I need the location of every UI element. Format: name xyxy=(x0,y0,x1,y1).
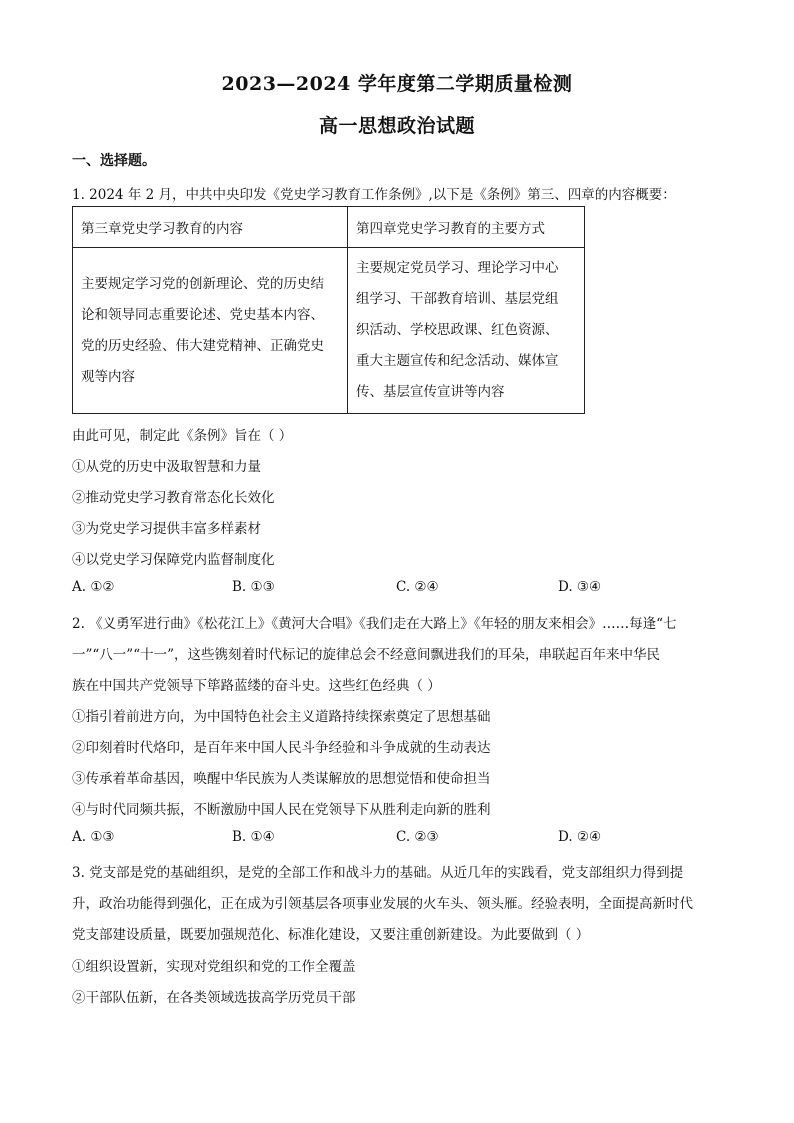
table-cell-chapter4 xyxy=(348,248,585,414)
exam-subtitle: 高一思想政治试题 xyxy=(318,115,475,137)
q2-statement: ③传承着革命基因，唤醒中华民族为人类谋解放的思想觉悟和使命担当 xyxy=(72,771,491,787)
table-cell-line: 论和领导同志重要论述、党史基本内容、 xyxy=(81,306,324,323)
q2-statement: ④与时代同频共振，不断激励中国人民在党领导下从胜利走向新的胜利 xyxy=(72,802,491,818)
q1-statement: ④以党史学习保障党内监督制度化 xyxy=(72,552,275,568)
q1-content-table xyxy=(72,206,585,414)
table-header-chapter4: 第四章党史学习教育的主要方式 xyxy=(348,207,585,248)
q2-stem-line: 一”“八一”“十一”，这些镌刻着时代标记的旋律总会不经意间飘进我们的耳朵，串联起百年来中华民 xyxy=(72,647,661,663)
q1-option-d: D. ③④ xyxy=(558,579,602,595)
q1-statement: ①从党的历史中汲取智慧和力量 xyxy=(72,459,261,475)
q2-statement: ①指引着前进方向，为中国特色社会主义道路持续探索奠定了思想基础 xyxy=(72,709,491,725)
q3-stem-line: 升，政治功能得到强化，正在成为引领基层各项事业发展的火车头、领头雁。经验表明，全面提高新时代 xyxy=(72,896,693,912)
exam-title: 2023—2024 学年度第二学期质量检测 xyxy=(221,73,573,95)
q2-option-c: C. ②③ xyxy=(396,829,439,845)
q1-option-a: A. ①② xyxy=(72,579,115,595)
table-cell-line: 传、基层宣传宣讲等内容 xyxy=(356,384,505,400)
q2-option-a: A. ①③ xyxy=(72,829,115,845)
table-cell-line: 重大主题宣传和纪念活动、媒体宣 xyxy=(356,353,559,369)
q3-stem-line: 党支部建设质量，既要加强规范化、标准化建设，又要注重创新建设。为此要做到（ ） xyxy=(72,927,590,943)
q2-option-d: D. ②④ xyxy=(558,829,602,845)
table-cell-line: 织活动、学校思政课、红色资源、 xyxy=(356,322,559,338)
q1-option-c: C. ②④ xyxy=(396,579,439,595)
q2-stem-line: 2. 《义勇军进行曲》《松花江上》《黄河大合唱》《我们走在大路上》《年轻的朋友来相会》……每逢“七 xyxy=(72,616,677,632)
table-cell-line: 主要规定学习党的创新理论、党的历史结 xyxy=(81,275,324,292)
q1-statement: ③为党史学习提供丰富多样素材 xyxy=(72,521,261,537)
q1-statement: ②推动党史学习教育常态化长效化 xyxy=(72,490,275,506)
section-heading: 一、选择题。 xyxy=(72,153,156,169)
table-cell-line: 观等内容 xyxy=(81,368,135,385)
q1-option-b: B. ①③ xyxy=(232,579,275,595)
table-cell-line: 党的历史经验、伟大建党精神、正确党史 xyxy=(81,337,324,354)
q3-stem-line: 3. 党支部是党的基础组织，是党的全部工作和战斗力的基础。从近几年的实践看，党支部组织力得到提 xyxy=(72,865,684,881)
table-cell-line: 主要规定党员学习、理论学习中心 xyxy=(356,260,559,276)
q1-stem: 1. 2024 年 2 月，中共中央印发《党史学习教育工作条例》,以下是《条例》第三、四章的内容概要： xyxy=(72,187,676,203)
table-cell-chapter3 xyxy=(73,248,348,414)
q2-stem-line: 族在中国共产党领导下筚路蓝缕的奋斗史。这些红色经典（ ） xyxy=(72,678,441,694)
q3-statement: ②干部队伍新，在各类领域选拔高学历党员干部 xyxy=(72,990,356,1006)
q3-statement: ①组织设置新，实现对党组织和党的工作全覆盖 xyxy=(72,959,356,975)
q1-question: 由此可见，制定此《条例》旨在（ ） xyxy=(72,428,293,444)
q2-statement: ②印刻着时代烙印，是百年来中国人民斗争经验和斗争成就的生动表达 xyxy=(72,740,491,756)
table-header-chapter3: 第三章党史学习教育的内容 xyxy=(73,207,348,248)
q2-option-b: B. ①④ xyxy=(232,829,275,845)
table-cell-line: 组学习、干部教育培训、基层党组 xyxy=(356,291,559,307)
